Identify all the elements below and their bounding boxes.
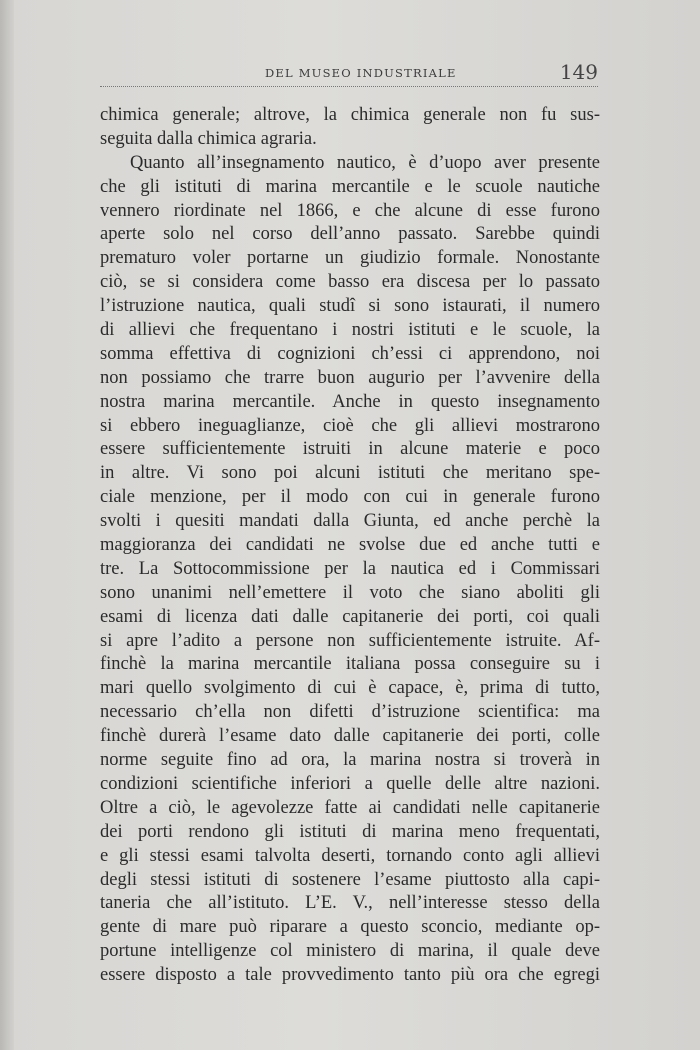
text-line: seguita dalla chimica agraria. xyxy=(100,128,317,149)
text-line: degli stessi istituti di sostenere l’esame piuttosto alla capi- xyxy=(100,869,600,890)
text-line: chimica generale; altrove, la chimica generale non fu sus- xyxy=(100,105,600,125)
text-line: prematuro voler portarne un giudizio formale. Nonostante xyxy=(100,248,600,269)
text-line: maggioranza dei candidati ne svolse due ed anche tutti e xyxy=(100,535,600,556)
text-line: vennero riordinate nel 1866, e che alcune di esse furono xyxy=(100,200,600,221)
text-line: portune intelligenze col ministero di marina, il quale deve xyxy=(100,941,600,962)
text-line: finchè durerà l’esame dato dalle capitanerie dei porti, colle xyxy=(100,726,600,747)
text-line: norme seguite fino ad ora, la marina nostra si troverà in xyxy=(100,750,600,771)
text-line: che gli istituti di marina mercantile e le scuole nautiche xyxy=(100,176,600,197)
page-binding-edge xyxy=(0,0,14,1050)
text-line: ciò, se si considera come basso era discesa per lo passato xyxy=(100,272,600,293)
text-line: mari quello svolgimento di cui è capace, è, prima di tutto, xyxy=(100,678,600,699)
text-line: si apre l’adito a persone non sufficientemente istruite. Af- xyxy=(100,630,600,651)
text-line: necessario ch’ella non difetti d’istruzione scientifica: ma xyxy=(100,702,600,723)
text-line: in altre. Vi sono poi alcuni istituti che meritano spe- xyxy=(100,463,600,484)
text-line: aperte solo nel corso dell’anno passato. Sarebbe quindi xyxy=(100,224,600,245)
text-line: Oltre a ciò, le agevolezze fatte ai candidati nelle capitanerie xyxy=(100,797,600,818)
page-header xyxy=(100,60,600,90)
text-line: di allievi che frequentano i nostri istituti e le scuole, la xyxy=(100,320,600,341)
text-line: nostra marina mercantile. Anche in questo insegnamento xyxy=(100,391,600,412)
running-title: DEL MUSEO INDUSTRIALE xyxy=(265,66,457,80)
body-text xyxy=(100,104,600,988)
text-line: non possiamo che trarre buon augurio per l’avvenire della xyxy=(100,367,600,388)
text-line: gente di mare può riparare a questo sconcio, mediante op- xyxy=(100,917,600,938)
text-line: e gli stessi esami talvolta deserti, tornando conto agli allievi xyxy=(100,845,600,866)
text-line: l’istruzione nautica, quali studî si sono istaurati, il numero xyxy=(100,296,600,317)
text-line: dei porti rendono gli istituti di marina meno frequentati, xyxy=(100,821,600,842)
text-line: si ebbero ineguaglianze, cioè che gli allievi mostrarono xyxy=(100,415,600,436)
text-line: taneria che all’istituto. L’E. V., nell’interesse stesso della xyxy=(100,893,600,914)
text-line: sono unanimi nell’emettere il voto che siano aboliti gli xyxy=(100,582,600,603)
header-rule xyxy=(100,86,598,87)
text-line: svolti i quesiti mandati dalla Giunta, ed anche perchè la xyxy=(100,511,600,532)
text-line: essere sufficientemente istruiti in alcune materie e poco xyxy=(100,439,600,460)
text-line: finchè la marina mercantile italiana possa conseguire su i xyxy=(100,654,600,675)
text-line: tre. La Sottocommissione per la nautica ed i Commissari xyxy=(100,558,600,579)
text-line: somma effettiva di cognizioni ch’essi ci apprendono, noi xyxy=(100,343,600,364)
text-line: Quanto all’insegnamento nautico, è d’uopo aver presente xyxy=(130,152,600,173)
page-number: 149 xyxy=(559,60,598,84)
text-line: esami di licenza dati dalle capitanerie dei porti, coi quali xyxy=(100,606,600,627)
text-line: condizioni scientifiche inferiori a quelle delle altre nazioni. xyxy=(100,773,600,794)
text-line: essere disposto a tale provvedimento tanto più ora che egregi xyxy=(100,965,600,986)
text-line: ciale menzione, per il modo con cui in generale furono xyxy=(100,487,600,508)
